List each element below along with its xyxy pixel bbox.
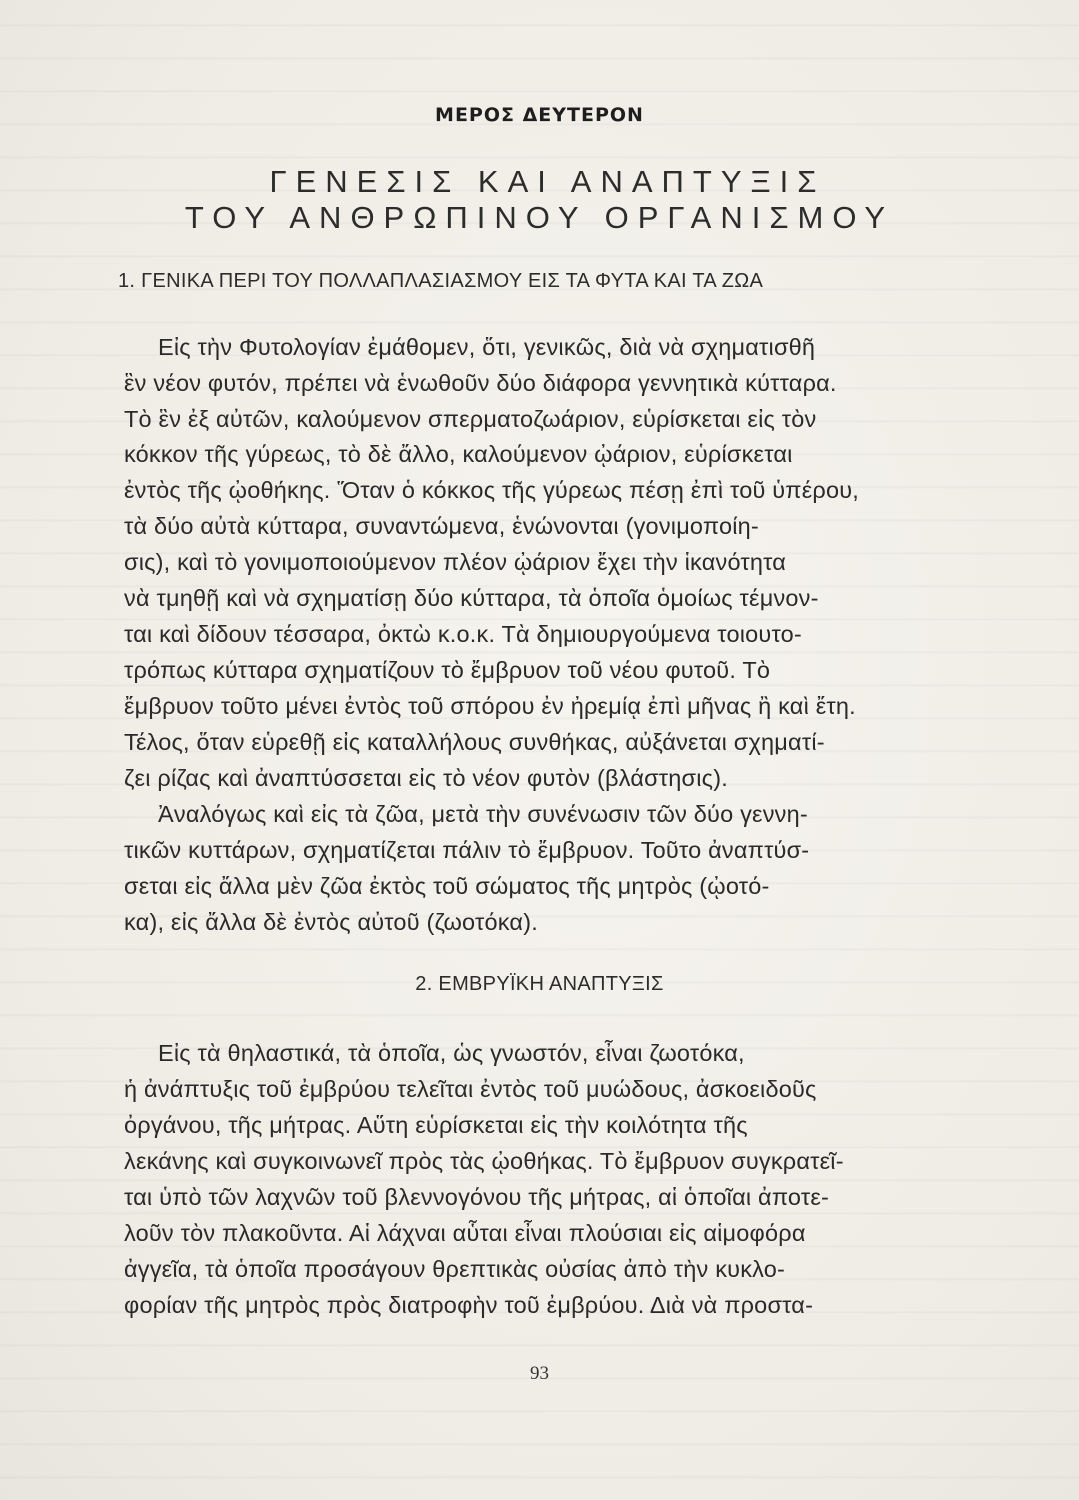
paragraph-line: λοῦν τὸν πλακοῦντα. Αἱ λάχναι αὗται εἶναι πλούσιαι εἰς αἱμοφόρα: [124, 1220, 806, 1246]
paragraph-line: ἡ ἀνάπτυξις τοῦ ἐμβρύου τελεῖται ἐντὸς τοῦ μυώδους, ἀσκοειδοῦς: [124, 1076, 817, 1102]
chapter-title-line-1: ΓΕΝΕΣΙΣ ΚΑΙ ΑΝΑΠΤΥΞΙΣ: [269, 164, 826, 199]
paragraph-line: ἀγγεῖα, τὰ ὁποῖα προσάγουν θρεπτικὰς οὐσίας ἀπὸ τὴν κυκλο-: [124, 1256, 786, 1282]
paragraph-line: Εἰς τὴν Φυτολογίαν ἐμάθομεν, ὅτι, γενικῶς, διὰ νὰ σχηματισθῆ: [158, 334, 816, 360]
paragraph-line: ὀργάνου, τῆς μήτρας. Αὕτη εὑρίσκεται εἰς τὴν κοιλότητα τῆς: [124, 1112, 748, 1138]
paragraph-line: σεται εἰς ἄλλα μὲν ζῶα ἐκτὸς τοῦ σώματος τῆς μητρὸς (ᾠοτό-: [124, 873, 770, 899]
paragraph-line: ται ὑπὸ τῶν λαχνῶν τοῦ βλεννογόνου τῆς μήτρας, αἱ ὁποῖαι ἀποτε-: [124, 1184, 830, 1210]
paragraph-line: τικῶν κυττάρων, σχηματίζεται πάλιν τὸ ἔμβρυον. Τοῦτο ἀναπτύσ-: [124, 837, 810, 863]
section-1-heading: 1. ΓΕΝΙΚΑ ΠΕΡΙ ΤΟΥ ΠΟΛΛΑΠΛΑΣΙΑΣΜΟΥ ΕΙΣ ΤΑ ΦΥΤΑ ΚΑΙ ΤΑ ΖΩΑ: [118, 270, 764, 292]
paragraph-line: ται καὶ δίδουν τέσσαρα, ὀκτὼ κ.ο.κ. Τὰ δημιουργούμενα τοιουτο-: [124, 621, 802, 647]
paragraph-line: κα), εἰς ἄλλα δὲ ἐντὸς αὐτοῦ (ζωοτόκα).: [124, 909, 538, 935]
paragraph-line: κόκκον τῆς γύρεως, τὸ δὲ ἄλλο, καλούμενον ᾠάριον, εὑρίσκεται: [124, 441, 793, 467]
paragraph-line: ἐντὸς τῆς ᾠοθήκης. Ὅταν ὁ κόκκος τῆς γύρεως πέσῃ ἐπὶ τοῦ ὑπέρου,: [124, 477, 860, 503]
paragraph-line: Εἰς τὰ θηλαστικά, τὰ ὁποῖα, ὡς γνωστόν, εἶναι ζωοτόκα,: [158, 1040, 745, 1066]
paragraph-line: φορίαν τῆς μητρὸς πρὸς διατροφὴν τοῦ ἐμβρύου. Διὰ νὰ προστα-: [124, 1292, 814, 1318]
section-2-heading: 2. ΕΜΒΡΥΪΚΗ ΑΝΑΠΤΥΞΙΣ: [415, 973, 664, 995]
paragraph-line: τὰ δύο αὐτὰ κύτταρα, συναντώμενα, ἑνώνονται (γονιμοποίη-: [124, 513, 759, 539]
paragraph-line: ἔμβρυον τοῦτο μένει ἐντὸς τοῦ σπόρου ἐν ἠρεμίᾳ ἐπὶ μῆνας ἢ καὶ ἔτη.: [124, 693, 856, 719]
paragraph-line: Ἀναλόγως καὶ εἰς τὰ ζῶα, μετὰ τὴν συνένωσιν τῶν δύο γεννη-: [158, 801, 808, 827]
paragraph-line: τρόπως κύτταρα σχηματίζουν τὸ ἔμβρυον τοῦ νέου φυτοῦ. Τὸ: [124, 657, 771, 683]
chapter-title-line-2: ΤΟΥ ΑΝΘΡΩΠΙΝΟΥ ΟΡΓΑΝΙΣΜΟΥ: [184, 200, 895, 235]
page-number: 93: [530, 1363, 549, 1384]
paragraph-line: Τὸ ἓν ἐξ αὐτῶν, καλούμενον σπερματοζωάριον, εὑρίσκεται εἰς τὸν: [124, 406, 817, 432]
paragraph-line: νὰ τμηθῇ καὶ νὰ σχηματίσῃ δύο κύτταρα, τὰ ὁποῖα ὁμοίως τέμνον-: [124, 585, 819, 611]
part-heading: ΜΕΡΟΣ ΔΕΥΤΕΡΟΝ: [435, 104, 644, 126]
paragraph-line: Τέλος, ὅταν εὑρεθῇ εἰς καταλλήλους συνθήκας, αὐξάνεται σχηματί-: [124, 729, 825, 755]
paragraph-line: ἓν νέον φυτόν, πρέπει νὰ ἑνωθοῦν δύο διάφορα γεννητικὰ κύτταρα.: [124, 370, 837, 396]
paragraph-line: λεκάνης καὶ συγκοινωνεῖ πρὸς τὰς ᾠοθήκας. Τὸ ἔμβρυον συγκρατεῖ-: [124, 1148, 844, 1174]
paragraph-line: σις), καὶ τὸ γονιμοποιούμενον πλέον ᾠάριον ἔχει τὴν ἱκανότητα: [124, 549, 787, 575]
paragraph-line: ζει ρίζας καὶ ἀναπτύσσεται εἰς τὸ νέον φυτὸν (βλάστησις).: [124, 765, 728, 791]
